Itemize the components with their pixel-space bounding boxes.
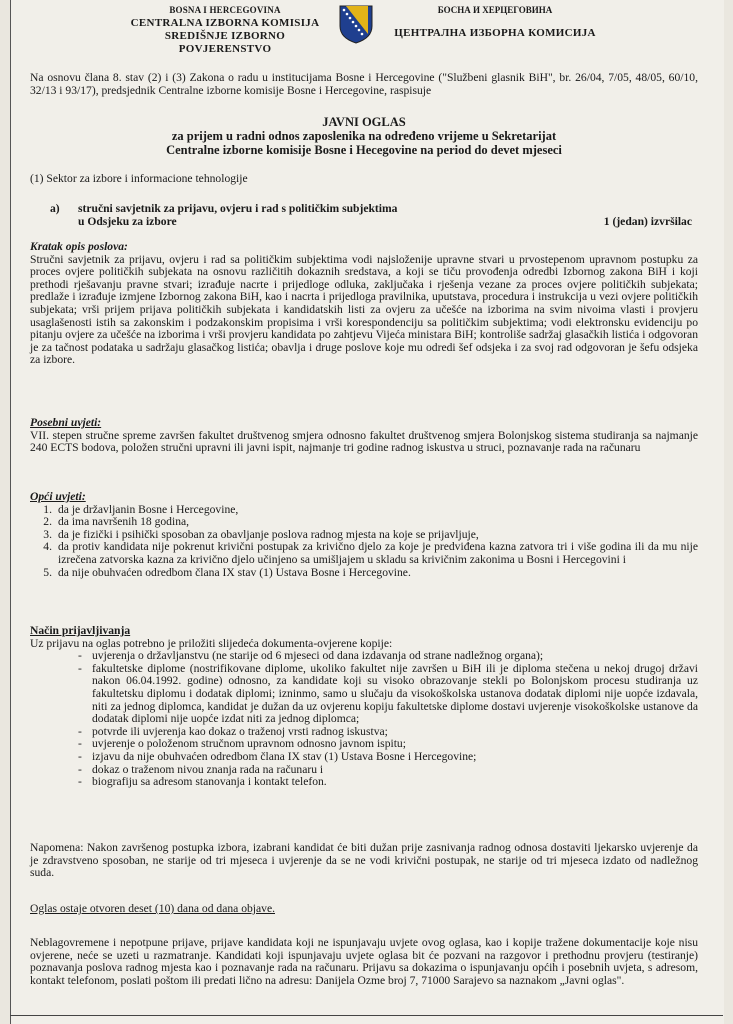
announcement-heading: JAVNI OGLAS xyxy=(322,115,406,129)
special-conditions-heading: Posebni uvjeti: xyxy=(30,416,102,429)
position-title: stručni savjetnik za prijavu, ovjeru i rad s političkim subjektima xyxy=(78,202,398,215)
special-conditions-section xyxy=(30,417,698,455)
intro-paragraph: Na osnovu člana 8. stav (2) i (3) Zakona o radu u institucijama Bosne i Hercegovine ("Službeni glasnik BiH", br. 26/04, 7/05, 48/05, 60/10, 32/13 i 93/17), predsjednik Centralne izborne komisije Bosne i Hercegovine, raspisuje xyxy=(30,71,698,97)
list-item: - potvrde ili uvjerenja kao dokaz o traženoj vrsti radnog iskustva; xyxy=(78,724,388,738)
commission-name-cyrillic: ЦЕНТРАЛНА ИЗБОРНА КОМИСИЈА xyxy=(394,27,596,39)
announcement-subtitle-1: za prijem u radni odnos zaposlenika na određeno vrijeme u Sekretarijat xyxy=(171,129,557,143)
position-block xyxy=(30,203,698,233)
application-heading: Način prijavljivanja xyxy=(30,624,131,637)
general-conditions-section xyxy=(30,491,698,579)
duties-heading: Kratak opis poslova: xyxy=(30,240,128,253)
application-section xyxy=(30,625,698,789)
required-documents-list xyxy=(30,650,698,789)
position-count: 1 (jedan) izvršilac xyxy=(603,215,692,228)
list-item: - uvjerenje o položenom stručnom upravnom odnosno javnom ispitu; xyxy=(78,737,406,751)
list-item: 5. da nije obuhvaćen odredbom člana IX stav (1) Ustava Bosne i Hercegovine. xyxy=(43,565,411,579)
country-name-latin: BOSNA I HERCEGOVINA xyxy=(169,5,281,15)
list-item: 1. da je državljanin Bosne i Hercegovine, xyxy=(43,502,239,516)
commission-name-bosnian: CENTRALNA IZBORNA KOMISIJA xyxy=(130,17,320,29)
open-period-notice: Oglas ostaje otvoren deset (10) dana od dana objave. xyxy=(30,902,275,915)
commission-name-croatian: SREDIŠNJE IZBORNO POVJERENSTVO xyxy=(164,30,286,55)
institution-name-cyrillic xyxy=(390,4,600,40)
general-conditions-list xyxy=(30,504,698,580)
country-name-cyrillic: БОСНА И ХЕРЦЕГОВИНА xyxy=(437,5,553,15)
list-item: 4. da protiv kandidata nije pokrenut krivični postupak za krivično djelo za koje je predviđena kazna zatvora tri i više godina ili da mu nije izrečena zatvorska kazna za krivično djelo učinjeno sa umišljajem u skladu sa krivičnim zakonima u Bosni i Hercegovini i xyxy=(43,540,698,566)
general-conditions-heading: Opći uvjeti: xyxy=(30,490,86,503)
list-item: - fakultetske diplome (nostrifikovane diplome, ukoliko fakultet nije završen u BiH ili je diploma stečena u nekoj drugoj državi nakon 06.04.1992. godine) odnosno, za kandidate koji su visoko obrazovanje stekli po Bolonjskom procesu studiranja uz fakultetsku diplomu i dodatak diplomi; izninmo, samo u slučaju da visokoškolska ustanova dodatak diplomi nije uopće izdavala, niti za jednog diplomca, kandidat je dužan da uz ovjerenu kopiju fakultetske diplome dostavi uvjerenje visokoškolske ustanove da dodatak diplomi nije uopće izdat niti za jednog diplomca; xyxy=(78,661,698,726)
list-item: 3. da je fizički i psihički sposoban za obavljanje poslova radnog mjesta na koje se prijavljuje, xyxy=(43,527,479,541)
institution-name-latin xyxy=(120,4,330,56)
special-conditions-text: VII. stepen stručne spreme završen fakultet društvenog smjera odnosno fakultet društvenog smjera Bolonjskog sistema studiranja sa najmanje 240 ECTS bodova, položen stručni upravni ili javni ispit, najmanje tri godine radnog iskustva u struci, poznavanje rada na računaru xyxy=(30,428,698,455)
bottom-divider xyxy=(10,1015,723,1016)
note-paragraph: Napomena: Nakon završenog postupka izbora, izabrani kandidat će biti dužan prije zasnivanja radnog odnosa dostaviti ljekarsko uvjerenje da je zdravstveno sposoban, ne starije od tri mjeseca i uvjerenje da se ne vodi krivični postupak, ne starije od tri mjeseca izdato od nadležnog suda. xyxy=(30,841,698,880)
duties-section xyxy=(30,241,698,367)
list-item: 2. da ima navršenih 18 godina, xyxy=(43,515,190,529)
application-intro: Uz prijavu na oglas potrebno je priložiti slijedeća dokumenta-ovjerene kopije: xyxy=(30,636,393,650)
sector-heading: (1) Sektor za izbore i informacione tehnologije xyxy=(30,172,248,185)
list-item: - dokaz o traženom nivou znanja rada na računaru i xyxy=(78,762,324,776)
coat-of-arms-icon xyxy=(338,4,374,44)
position-unit: u Odsjeku za izbore xyxy=(78,215,177,228)
duties-text: Stručni savjetnik za prijavu, ovjeru i rad sa političkim subjektima vodi najsloženije upravne stvari u prvostepenom upravnom postupku za proces ovjere političkih subjekata na osnovu različitih dokaznih sredstava, a koji se tiču provođenja odredbi Izbornog zakona BiH i koji prethodi rješavanju pravne stvari; izrađuje nacrte i prijedloge odluka, zaključaka i rješenja vezane za proces ovjere političkih subjekata; predlaže i izrađuje izmjene Izbornog zakona BiH, kao i nacrta i prijedloga pravilnika, uputstava, procedura i instrukcija u vezi ovjere političkih subjekata; vrši prijem prijava političkih subjekata i kandidatskih listi za ovjeru za učešće na izborima na svim nivoima vlasti i provjeru usaglašenosti istih sa zakonskim i podzakonskim propisima i vrši korespondenciju sa političkim subjektima; vodi elektronsku evidenciju po pitanju ovjere za učešće na izborima i vrši provjeru kandidata po zahtjevu Vijeća ministara BiH; kontroliše sadržaj glasačkih listića i odgovoran je za tačnost podataka u sadržaju glasačkog listića; obavlja i druge poslove koje mu odredi šef odsjeka i za svoj rad odgovoran je šefu odsjeka za izbore. xyxy=(30,252,698,367)
list-item: - uvjerenja o državljanstvu (ne starije od 6 mjeseci od dana izdavanja od strane nadležnog organa); xyxy=(78,649,544,663)
announcement-title xyxy=(30,115,698,157)
list-item: - izjavu da nije obuhvaćen odredbom člana IX stav (1) Ustava Bosne i Hercegovine; xyxy=(78,749,477,763)
announcement-subtitle-2: Centralne izborne komisije Bosne i Hecegovine na period do devet mjeseci xyxy=(166,143,562,157)
closing-paragraph: Neblagovremene i nepotpune prijave, prijave kandidata koji ne ispunjavaju uvjete ovog oglasa, kao i kopije tražene dokumentacije koje nisu ovjerene, neće se uzeti u razmatranje. Kandidati koji ispunjavaju uvjete oglasa bit će pozvani na razgovor i prethodnu provjeru (testiranje) poznavanja poslova radnog mjesta kao i poznavanje rada na računaru. Prijavu sa dokazima o ispunjavanju općih i posebnih uvjeta, s adresom, kontakt telefonom, poslati poštom ili predati lično na adresu: Danijela Ozme broj 7, 71000 Sarajevo sa naznakom „Javni oglas". xyxy=(30,936,698,987)
list-item: - biografiju sa adresom stanovanja i kontakt telefon. xyxy=(78,775,327,789)
position-marker: a) xyxy=(50,202,60,215)
